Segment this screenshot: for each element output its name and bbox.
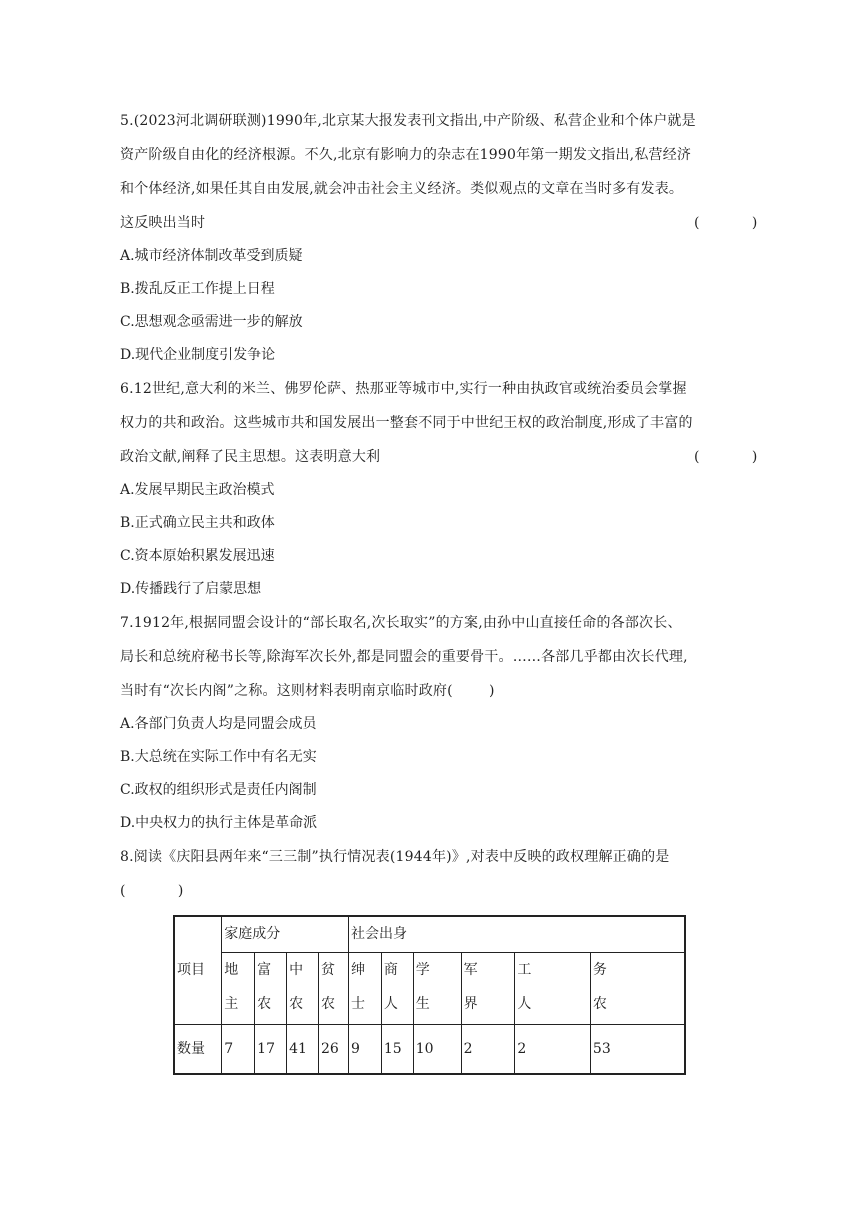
question-8 [120,840,740,908]
table-cell: 2 [515,1024,591,1074]
question-7-line-3 [120,674,740,708]
question-8-paren-line [120,874,740,908]
option-b: B.拨乱反正工作提上日程 [120,281,275,297]
data-table [173,915,686,1075]
question-content [120,104,782,908]
question-5-line-1: 5.(2023河北调研联测)1990年,北京某大报发表刊文指出,中产阶级、私营企业和个体户就是 [120,113,696,129]
question-5-line-3: 和个体经济,如果任其自由发展,就会冲击社会主义经济。类似观点的文章在当时多有发表。 [120,181,684,197]
question-5-line-4 [120,206,782,240]
table-cell: 53 [590,1024,685,1074]
table-cell: 7 [222,1024,255,1074]
question-5 [120,104,782,372]
answer-parenthesis: ( ) [120,883,208,899]
option-d: D.现代企业制度引发争论 [120,347,276,363]
table-cell: 26 [319,1024,349,1074]
question-5-stem-end: 这反映出当时 [120,215,206,231]
answer-parenthesis: ( ) [447,683,511,699]
question-5-line-2: 资产阶级自由化的经济根源。不久,北京有影响力的杂志在1990年第一期发文指出,私营经济 [120,147,692,163]
table-col-header: 富 农 [255,952,287,1024]
answer-parenthesis: ( ) [694,215,782,231]
question-6 [120,372,782,606]
question-6-line-2: 权力的共和政治。这些城市共和国发展出一整套不同于中世纪王权的政治制度,形成了丰富的 [120,415,693,431]
option-b: B.正式确立民主共和政体 [120,515,275,531]
option-b: B.大总统在实际工作中有名无实 [120,749,317,765]
question-6-stem-end: 政治文献,阐释了民主思想。这表明意大利 [120,449,381,465]
table-col-header: 贫 农 [319,952,349,1024]
option-a: A.发展早期民主政治模式 [120,482,275,498]
table-col-header: 务 农 [590,952,685,1024]
table-col-header: 绅 士 [348,952,381,1024]
table-col-header: 商 人 [381,952,413,1024]
table-group-social: 社会出身 [348,916,685,952]
table-row-header: 项目 [174,916,222,1024]
table-cell: 15 [381,1024,413,1074]
table-cell: 17 [255,1024,287,1074]
table-col-header: 工 人 [515,952,591,1024]
option-c: C.思想观念亟需进一步的解放 [120,314,303,330]
table-col-header: 学 生 [413,952,461,1024]
option-a: A.各部门负责人均是同盟会成员 [120,716,317,732]
question-6-line-3 [120,440,782,474]
option-c: C.政权的组织形式是责任内阁制 [120,782,317,798]
table-col-header: 中 农 [287,952,319,1024]
table-col-header: 地 主 [222,952,255,1024]
question-7-stem-end: 当时有“次长内阁”之称。这则材料表明南京临时政府 [120,683,448,699]
table-cell: 9 [348,1024,381,1074]
option-d: D.传播践行了启蒙思想 [120,581,262,597]
option-c: C.资本原始积累发展迅速 [120,548,275,564]
table-group-family: 家庭成分 [222,916,349,952]
table-cell: 2 [461,1024,515,1074]
question-7-line-2: 局长和总统府秘书长等,除海军次长外,都是同盟会的重要骨干。……各部几乎都由次长代理, [120,649,688,665]
question-8-line-1: 8.阅读《庆阳县两年来“三三制”执行情况表(1944年)》,对表中反映的政权理解正确的是 [120,849,670,865]
question-7-line-1: 7.1912年,根据同盟会设计的“部长取名,次长取实”的方案,由孙中山直接任命的各部次长、 [120,615,682,631]
answer-parenthesis: ( ) [694,449,782,465]
option-d: D.中央权力的执行主体是革命派 [120,815,318,831]
table-count-label: 数量 [174,1024,222,1074]
table-cell: 10 [413,1024,461,1074]
table-col-header: 军 界 [461,952,515,1024]
question-6-line-1: 6.12世纪,意大利的米兰、佛罗伦萨、热那亚等城市中,实行一种由执政官或统治委员会掌握 [120,381,687,397]
question-7 [120,606,740,840]
option-a: A.城市经济体制改革受到质疑 [120,248,303,264]
table-cell: 41 [287,1024,319,1074]
